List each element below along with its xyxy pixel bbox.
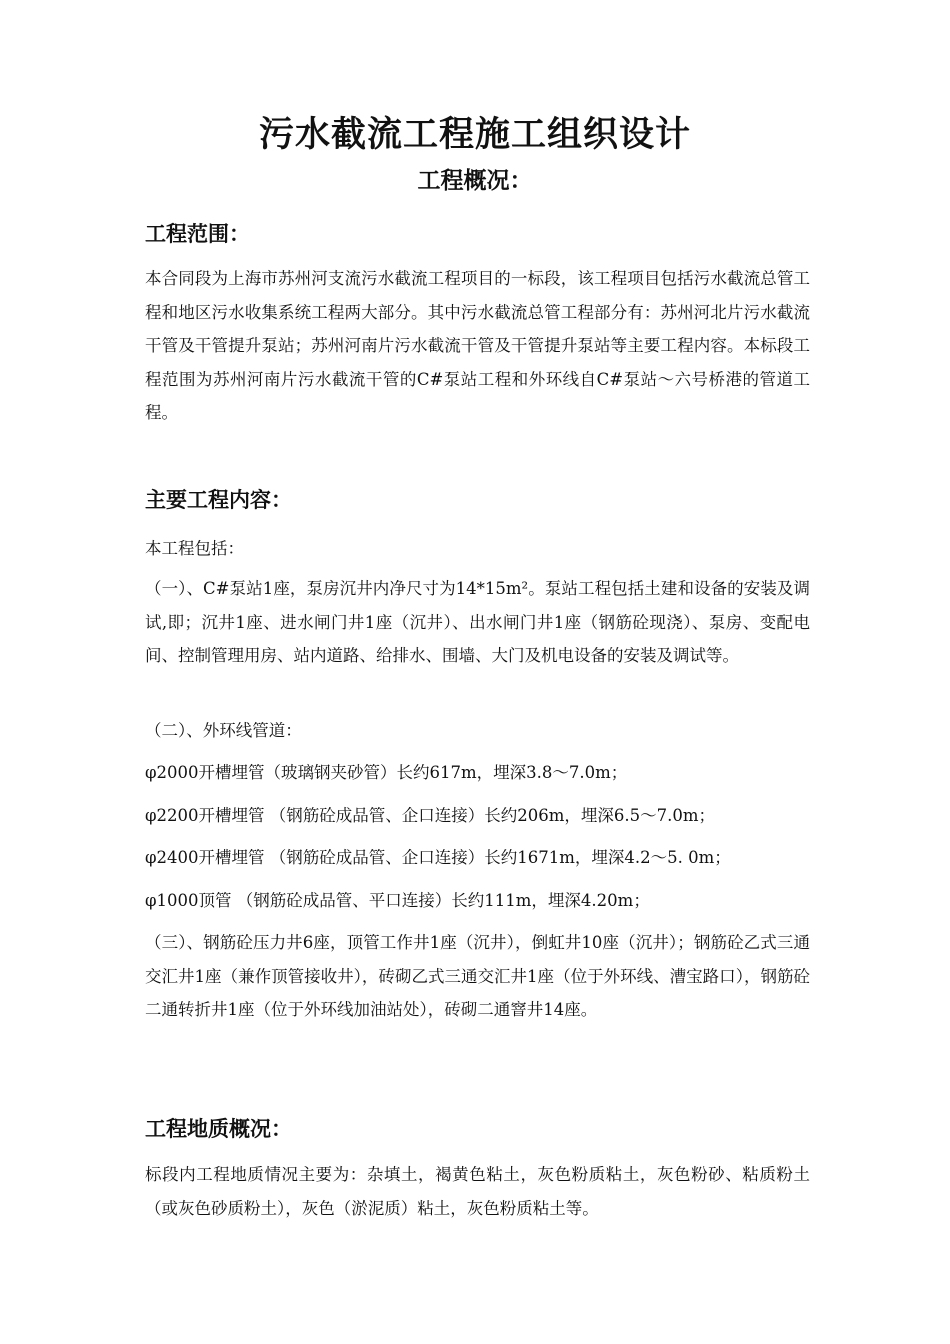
- section-heading-content: 主要工程内容：: [145, 488, 292, 512]
- content-item-1: （一）、C#泵站1座，泵房沉井内净尺寸为14*15m²。泵站工程包括土建和设备的安装及调试,即；沉井1座、进水闸门井1座（沉井）、出水闸门井1座（钢筋砼现浇）、泵房、变配电间、控制管理用房、站内道路、给排水、围墙、大门及机电设备的安装及调试等。: [145, 579, 810, 665]
- content-intro: 本工程包括：: [145, 539, 244, 558]
- section-heading-scope: 工程范围：: [145, 222, 250, 246]
- paragraph-scope: 本合同段为上海市苏州河支流污水截流工程项目的一标段，该工程项目包括污水截流总管工程和地区污水收集系统工程两大部分。其中污水截流总管工程部分有：苏州河北片污水截流干管及干管提升泵站；苏州河南片污水截流干管及干管提升泵站等主要工程内容。本标段工程范围为苏州河南片污水截流干管的C#泵站工程和外环线自C#泵站～六号桥港的管道工程。: [145, 269, 810, 422]
- pipe-line-3: φ2400开槽埋管 （钢筋砼成品管、企口连接）长约1671m，埋深4.2～5. 0m；: [145, 848, 731, 867]
- pipe-line-4: φ1000顶管 （钢筋砼成品管、平口连接）长约111m，埋深4.20m；: [145, 891, 650, 910]
- pipe-line-2: φ2200开槽埋管 （钢筋砼成品管、企口连接）长约206m，埋深6.5～7.0m；: [145, 806, 716, 825]
- pipe-line-1: φ2000开槽埋管（玻璃钢夹砂管）长约617m，埋深3.8～7.0m；: [145, 763, 628, 782]
- document-subtitle: 工程概况：: [417, 168, 533, 194]
- section-heading-geology: 工程地质概况：: [145, 1117, 292, 1141]
- content-item-2: （二）、外环线管道：: [145, 721, 302, 740]
- document-title: 污水截流工程施工组织设计: [258, 114, 691, 155]
- content-item-3: （三）、钢筋砼压力井6座，顶管工作井1座（沉井），倒虹井10座（沉井）；钢筋砼乙式三通交汇井1座（兼作顶管接收井），砖砌乙式三通交汇井1座（位于外环线、漕宝路口），钢筋砼二通转折井1座（位于外环线加油站处），砖砌二通窨井14座。: [145, 933, 810, 1019]
- paragraph-geology: 标段内工程地质情况主要为：杂填土，褐黄色粘土，灰色粉质粘土，灰色粉砂、粘质粉土（或灰色砂质粉土），灰色（淤泥质）粘土，灰色粉质粘土等。: [145, 1165, 810, 1218]
